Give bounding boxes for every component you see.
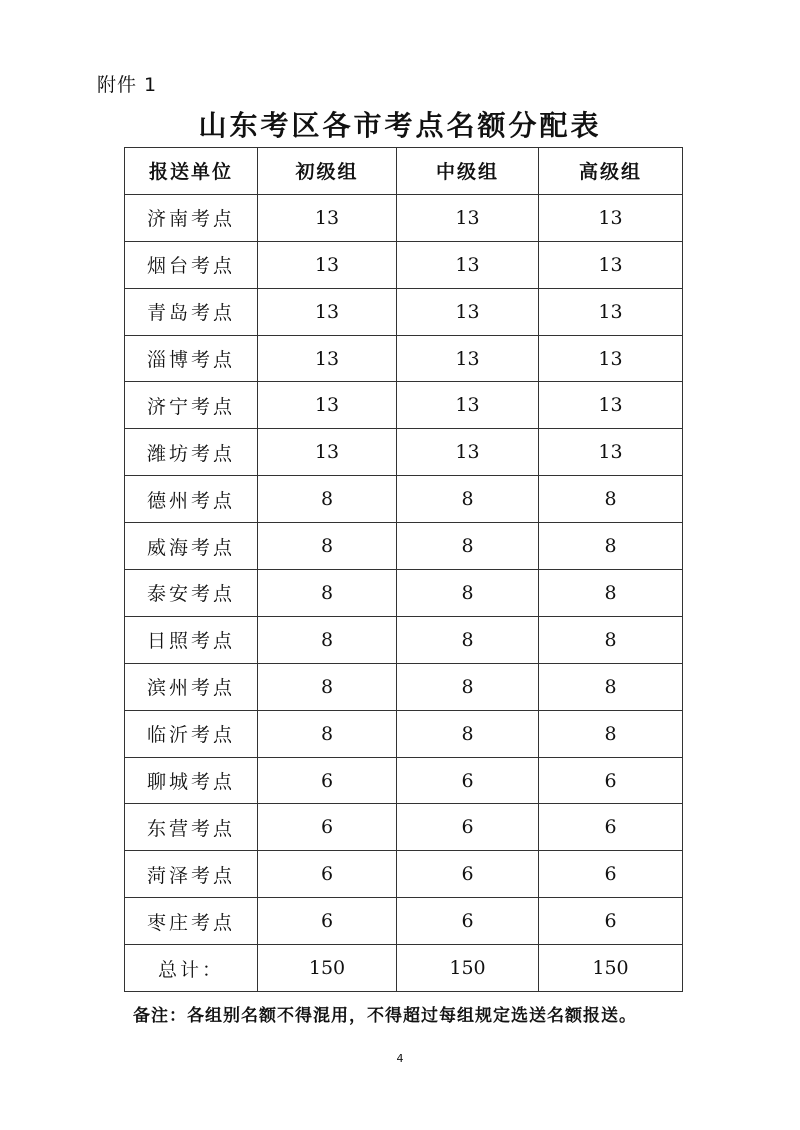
intermediate-count-cell: 8 bbox=[397, 570, 539, 617]
senior-count-cell: 6 bbox=[539, 804, 683, 851]
senior-count-cell: 13 bbox=[539, 241, 683, 288]
unit-cell: 德州考点 bbox=[125, 476, 258, 523]
senior-count-cell: 8 bbox=[539, 570, 683, 617]
intermediate-count-cell: 8 bbox=[397, 476, 539, 523]
junior-count-cell: 13 bbox=[258, 382, 397, 429]
total-junior: 150 bbox=[258, 945, 397, 992]
intermediate-count-cell: 13 bbox=[397, 194, 539, 241]
senior-count-cell: 8 bbox=[539, 616, 683, 663]
junior-count-cell: 13 bbox=[258, 429, 397, 476]
table-header-row bbox=[125, 148, 683, 195]
unit-cell: 枣庄考点 bbox=[125, 898, 258, 945]
unit-cell: 临沂考点 bbox=[125, 710, 258, 757]
unit-cell: 济南考点 bbox=[125, 194, 258, 241]
unit-cell: 聊城考点 bbox=[125, 757, 258, 804]
footnote: 备注：各组别名额不得混用，不得超过每组规定选送名额报送。 bbox=[133, 1006, 637, 1026]
junior-count-cell: 13 bbox=[258, 288, 397, 335]
table-row bbox=[125, 335, 683, 382]
table-row bbox=[125, 851, 683, 898]
table-row bbox=[125, 898, 683, 945]
unit-cell: 青岛考点 bbox=[125, 288, 258, 335]
junior-count-cell: 6 bbox=[258, 757, 397, 804]
page-number: 4 bbox=[396, 1052, 404, 1065]
table-row bbox=[125, 804, 683, 851]
table-row bbox=[125, 570, 683, 617]
senior-count-cell: 6 bbox=[539, 898, 683, 945]
intermediate-count-cell: 8 bbox=[397, 523, 539, 570]
unit-cell: 东营考点 bbox=[125, 804, 258, 851]
unit-cell: 泰安考点 bbox=[125, 570, 258, 617]
junior-count-cell: 8 bbox=[258, 523, 397, 570]
unit-cell: 淄博考点 bbox=[125, 335, 258, 382]
junior-count-cell: 13 bbox=[258, 194, 397, 241]
unit-cell: 日照考点 bbox=[125, 616, 258, 663]
senior-count-cell: 13 bbox=[539, 335, 683, 382]
table-row bbox=[125, 476, 683, 523]
table-row bbox=[125, 616, 683, 663]
intermediate-count-cell: 13 bbox=[397, 335, 539, 382]
intermediate-count-cell: 6 bbox=[397, 898, 539, 945]
table-row bbox=[125, 382, 683, 429]
table-row bbox=[125, 241, 683, 288]
total-intermediate: 150 bbox=[397, 945, 539, 992]
table-row bbox=[125, 757, 683, 804]
senior-count-cell: 8 bbox=[539, 476, 683, 523]
table-body bbox=[125, 194, 683, 944]
header-senior: 高级组 bbox=[539, 148, 683, 195]
intermediate-count-cell: 6 bbox=[397, 851, 539, 898]
senior-count-cell: 8 bbox=[539, 710, 683, 757]
senior-count-cell: 6 bbox=[539, 757, 683, 804]
intermediate-count-cell: 13 bbox=[397, 288, 539, 335]
junior-count-cell: 6 bbox=[258, 851, 397, 898]
junior-count-cell: 13 bbox=[258, 241, 397, 288]
junior-count-cell: 8 bbox=[258, 616, 397, 663]
table-row bbox=[125, 710, 683, 757]
header-unit: 报送单位 bbox=[125, 148, 258, 195]
senior-count-cell: 13 bbox=[539, 382, 683, 429]
unit-cell: 滨州考点 bbox=[125, 663, 258, 710]
total-senior: 150 bbox=[539, 945, 683, 992]
document-title: 山东考区各市考点名额分配表 bbox=[198, 109, 602, 142]
unit-cell: 威海考点 bbox=[125, 523, 258, 570]
unit-cell: 烟台考点 bbox=[125, 241, 258, 288]
junior-count-cell: 13 bbox=[258, 335, 397, 382]
senior-count-cell: 13 bbox=[539, 194, 683, 241]
junior-count-cell: 6 bbox=[258, 898, 397, 945]
table-row bbox=[125, 429, 683, 476]
intermediate-count-cell: 13 bbox=[397, 241, 539, 288]
intermediate-count-cell: 13 bbox=[397, 429, 539, 476]
senior-count-cell: 13 bbox=[539, 288, 683, 335]
senior-count-cell: 6 bbox=[539, 851, 683, 898]
senior-count-cell: 13 bbox=[539, 429, 683, 476]
intermediate-count-cell: 6 bbox=[397, 757, 539, 804]
senior-count-cell: 8 bbox=[539, 523, 683, 570]
intermediate-count-cell: 8 bbox=[397, 616, 539, 663]
junior-count-cell: 8 bbox=[258, 710, 397, 757]
senior-count-cell: 8 bbox=[539, 663, 683, 710]
table-row bbox=[125, 288, 683, 335]
table-row bbox=[125, 194, 683, 241]
header-junior: 初级组 bbox=[258, 148, 397, 195]
unit-cell: 菏泽考点 bbox=[125, 851, 258, 898]
header-intermediate: 中级组 bbox=[397, 148, 539, 195]
unit-cell: 济宁考点 bbox=[125, 382, 258, 429]
table-row bbox=[125, 663, 683, 710]
junior-count-cell: 8 bbox=[258, 476, 397, 523]
table-row bbox=[125, 523, 683, 570]
intermediate-count-cell: 8 bbox=[397, 710, 539, 757]
unit-cell: 潍坊考点 bbox=[125, 429, 258, 476]
quota-allocation-table bbox=[124, 147, 683, 992]
intermediate-count-cell: 13 bbox=[397, 382, 539, 429]
total-row bbox=[125, 945, 683, 992]
intermediate-count-cell: 8 bbox=[397, 663, 539, 710]
total-label: 总计： bbox=[125, 945, 258, 992]
junior-count-cell: 8 bbox=[258, 570, 397, 617]
junior-count-cell: 6 bbox=[258, 804, 397, 851]
junior-count-cell: 8 bbox=[258, 663, 397, 710]
attachment-label: 附件 1 bbox=[97, 74, 158, 96]
intermediate-count-cell: 6 bbox=[397, 804, 539, 851]
